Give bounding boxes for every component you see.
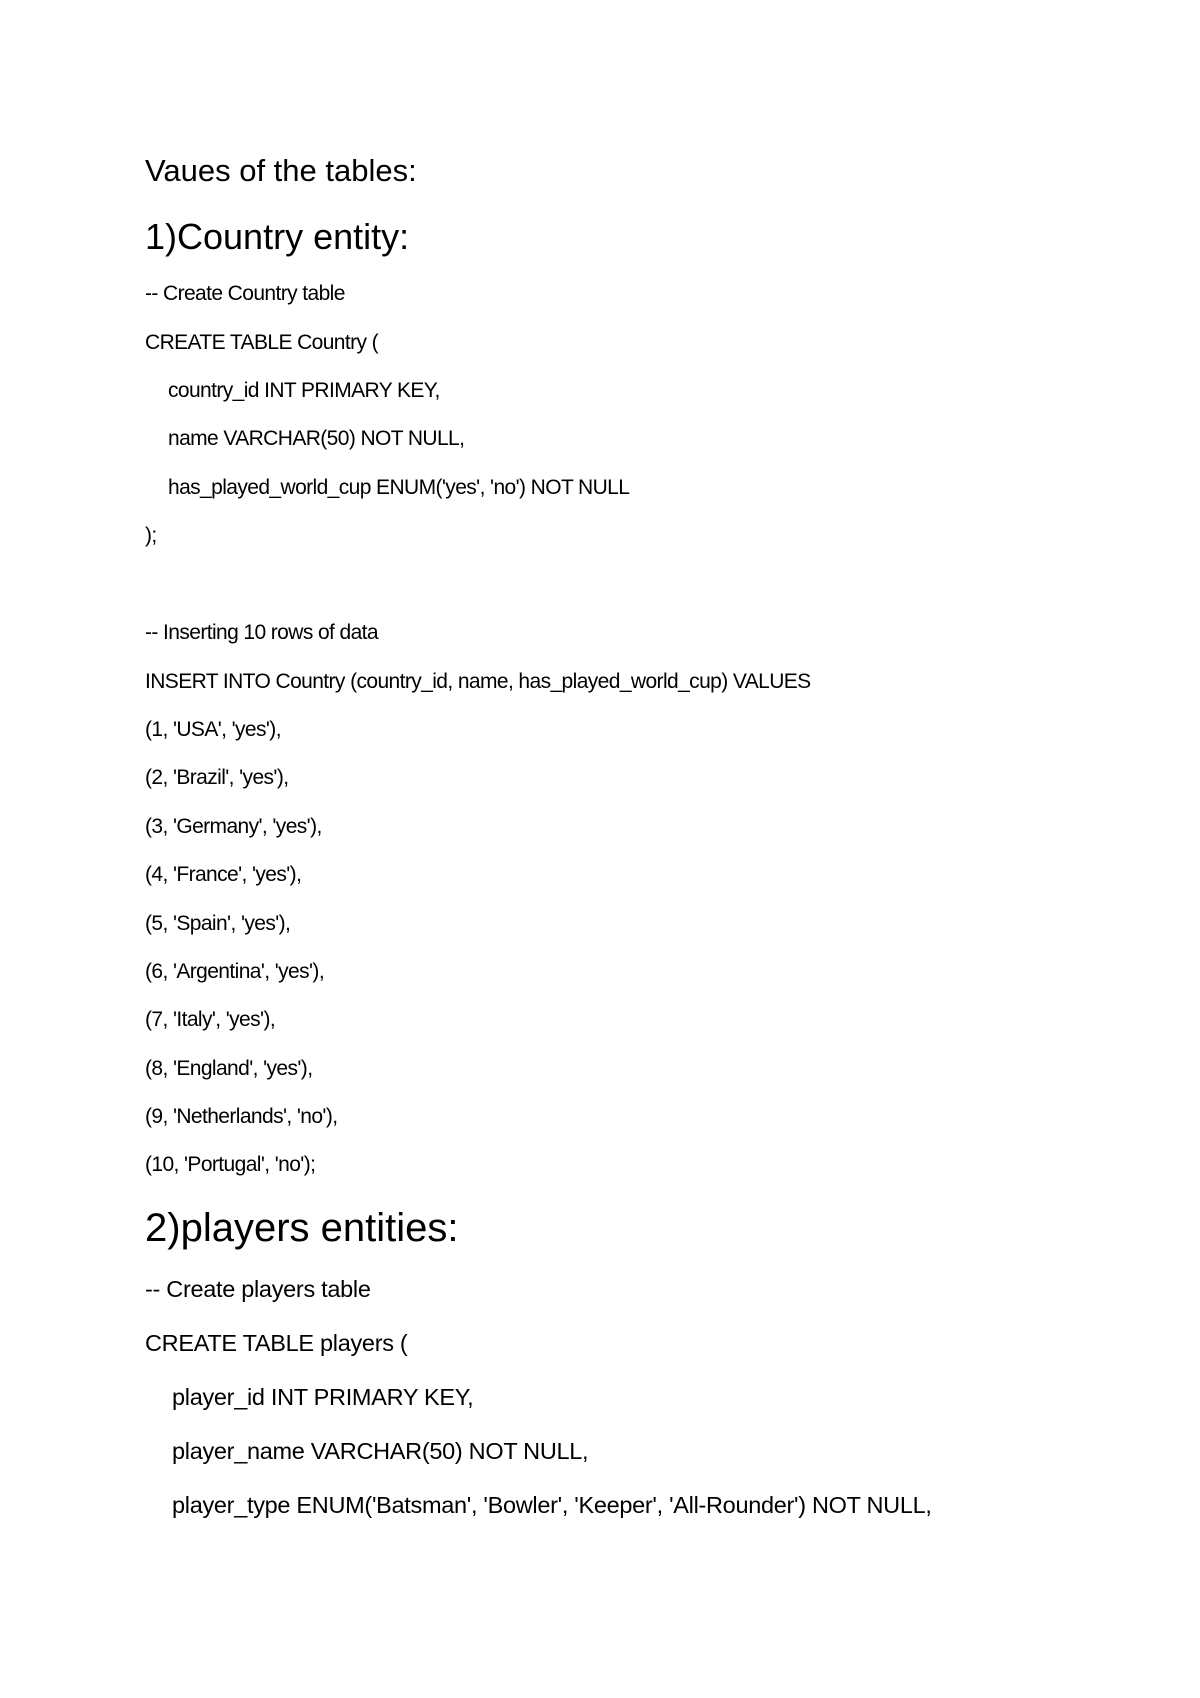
sql-values-row: (6, 'Argentina', 'yes'), [145, 960, 325, 983]
sql-values-row: (9, 'Netherlands', 'no'), [145, 1105, 338, 1128]
sql-values-row: (8, 'England', 'yes'), [145, 1057, 313, 1080]
sql-values-row: (7, 'Italy', 'yes'), [145, 1008, 276, 1031]
section-heading-players: 2)players entities: [145, 1206, 459, 1250]
sql-values-row: (2, 'Brazil', 'yes'), [145, 766, 289, 789]
sql-column-player-name: player_name VARCHAR(50) NOT NULL, [172, 1438, 589, 1464]
sql-column-name: name VARCHAR(50) NOT NULL, [168, 427, 465, 450]
sql-values-row: (5, 'Spain', 'yes'), [145, 912, 291, 935]
sql-column-country-id: country_id INT PRIMARY KEY, [168, 379, 440, 402]
sql-create-country-open: CREATE TABLE Country ( [145, 331, 379, 354]
section-heading-country: 1)Country entity: [145, 216, 410, 257]
sql-values-row: (4, 'France', 'yes'), [145, 863, 302, 886]
page-title: Vaues of the tables: [145, 153, 417, 188]
sql-create-country-close: ); [145, 524, 157, 547]
sql-column-has-played-world-cup: has_played_world_cup ENUM('yes', 'no') NOT NULL [168, 476, 630, 499]
sql-values-row: (1, 'USA', 'yes'), [145, 718, 281, 741]
sql-comment-create-players: -- Create players table [145, 1276, 371, 1302]
sql-values-row: (3, 'Germany', 'yes'), [145, 815, 322, 838]
sql-column-player-id: player_id INT PRIMARY KEY, [172, 1384, 474, 1410]
sql-comment-insert: -- Inserting 10 rows of data [145, 621, 378, 644]
sql-comment-create-country: -- Create Country table [145, 282, 345, 305]
sql-values-row: (10, 'Portugal', 'no'); [145, 1153, 316, 1176]
sql-column-player-type: player_type ENUM('Batsman', 'Bowler', 'Keeper', 'All-Rounder') NOT NULL, [172, 1492, 932, 1518]
sql-insert-statement: INSERT INTO Country (country_id, name, has_played_world_cup) VALUES [145, 670, 811, 693]
sql-create-players-open: CREATE TABLE players ( [145, 1330, 408, 1356]
